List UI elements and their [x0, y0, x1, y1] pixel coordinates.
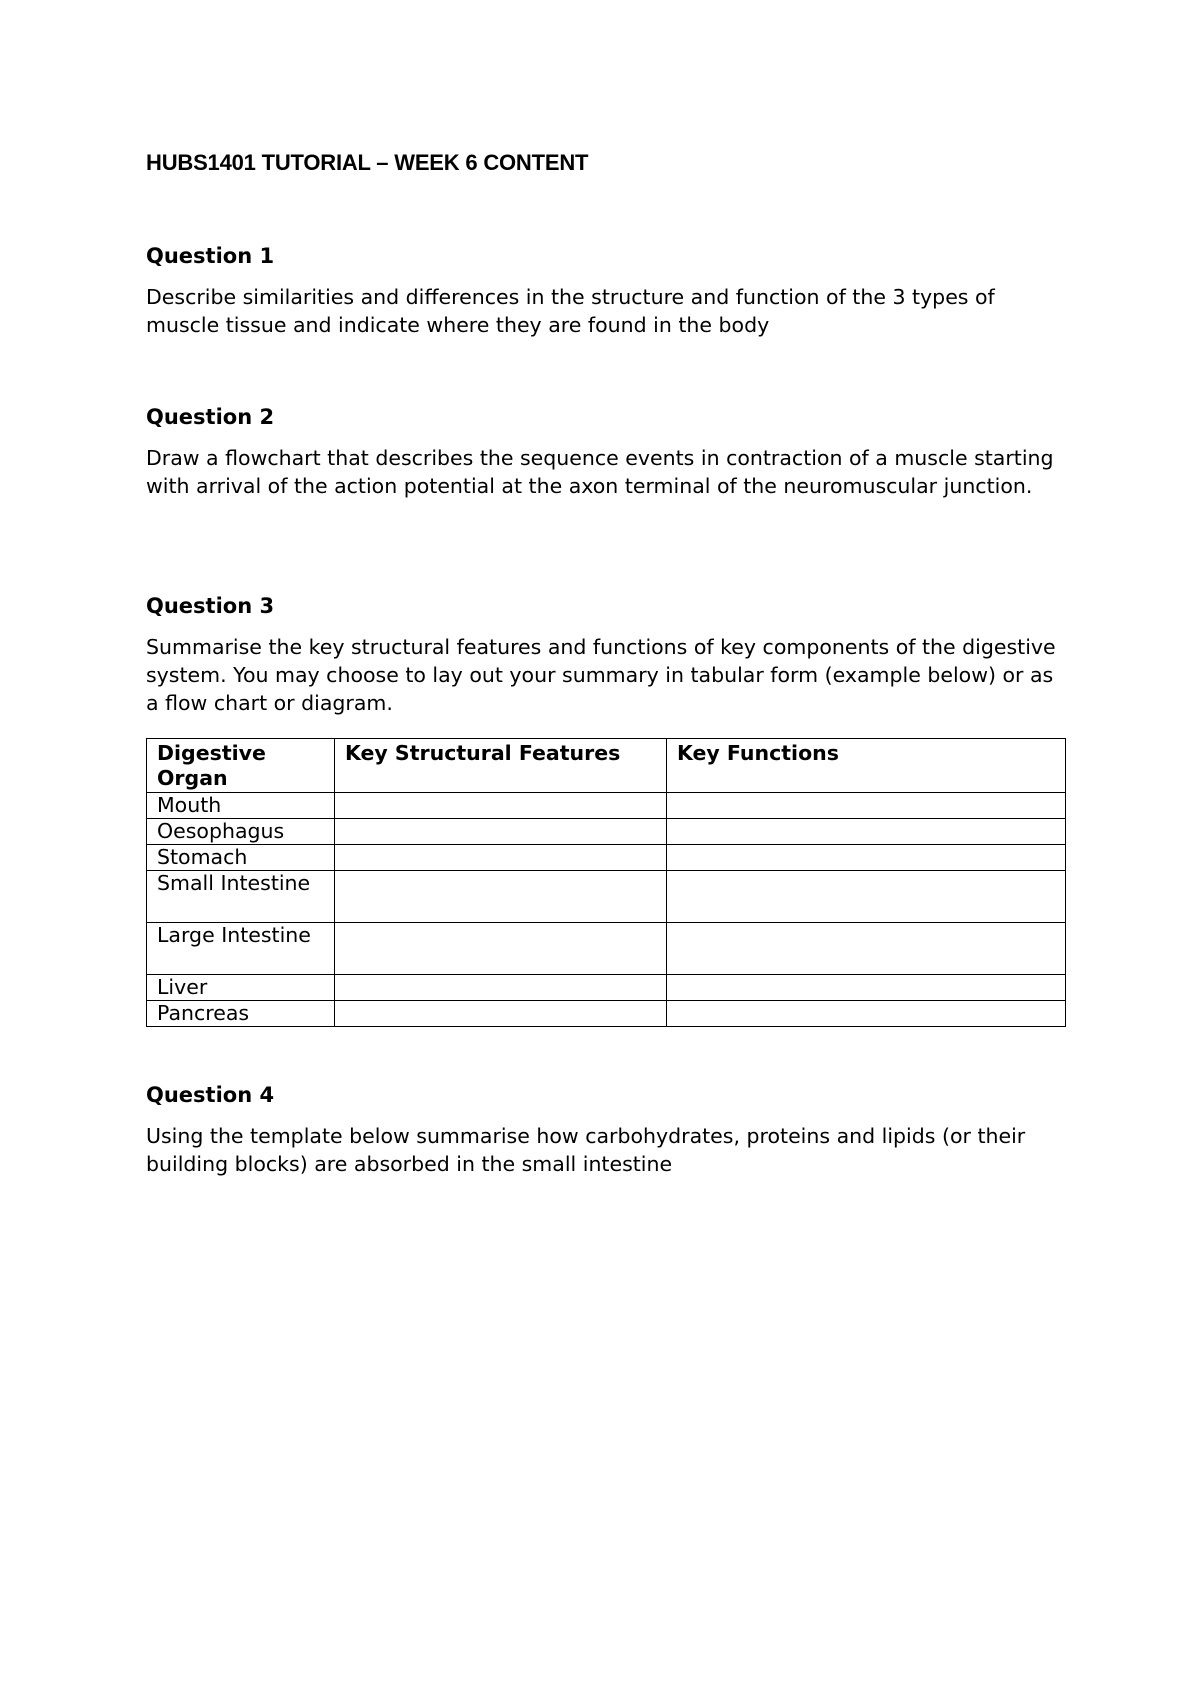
organ-cell: Liver	[147, 975, 335, 1001]
features-cell[interactable]	[335, 1001, 667, 1027]
digestive-organ-table	[146, 738, 1066, 1027]
functions-cell[interactable]	[667, 1001, 1066, 1027]
features-cell[interactable]	[335, 819, 667, 845]
functions-cell[interactable]	[667, 819, 1066, 845]
organ-cell: Stomach	[147, 845, 335, 871]
table-row	[147, 1001, 1066, 1027]
table-row	[147, 845, 1066, 871]
question-4	[146, 1081, 1066, 1178]
question-2	[146, 403, 1066, 500]
functions-cell[interactable]	[667, 793, 1066, 819]
header-key-structural-features: Key Structural Features	[335, 739, 667, 793]
organ-cell: Pancreas	[147, 1001, 335, 1027]
features-cell[interactable]	[335, 845, 667, 871]
table-row	[147, 923, 1066, 975]
header-key-functions: Key Functions	[667, 739, 1066, 793]
question-text: Summarise the key structural features and functions of key components of the digestive system. You may choose to lay out your summary in tabular form (example below) or as a flow chart or diagram.	[146, 635, 1056, 715]
question-text: Describe similarities and differences in the structure and function of the 3 types of muscle tissue and indicate where they are found in the body	[146, 285, 995, 337]
table-row	[147, 819, 1066, 845]
organ-cell: Small Intestine	[147, 871, 335, 923]
functions-cell[interactable]	[667, 975, 1066, 1001]
features-cell[interactable]	[335, 923, 667, 975]
header-digestive-organ: Digestive Organ	[147, 739, 335, 793]
organ-cell: Oesophagus	[147, 819, 335, 845]
table-row	[147, 871, 1066, 923]
functions-cell[interactable]	[667, 845, 1066, 871]
question-text: Draw a flowchart that describes the sequence events in contraction of a muscle starting with arrival of the action potential at the axon terminal of the neuromuscular junction.	[146, 446, 1054, 498]
features-cell[interactable]	[335, 871, 667, 923]
question-text: Using the template below summarise how carbohydrates, proteins and lipids (or their building blocks) are absorbed in the small intestine	[146, 1124, 1026, 1176]
question-1	[146, 242, 1066, 339]
table-row	[147, 975, 1066, 1001]
features-cell[interactable]	[335, 793, 667, 819]
organ-cell: Mouth	[147, 793, 335, 819]
question-heading: Question 2	[146, 405, 275, 429]
question-heading: Question 1	[146, 244, 275, 268]
functions-cell[interactable]	[667, 923, 1066, 975]
table-header-row	[147, 739, 1066, 793]
question-3	[146, 592, 1066, 717]
table-row	[147, 793, 1066, 819]
question-heading: Question 4	[146, 1083, 275, 1107]
features-cell[interactable]	[335, 975, 667, 1001]
document-title: HUBS1401 TUTORIAL – WEEK 6 CONTENT	[146, 150, 589, 175]
organ-cell: Large Intestine	[147, 923, 335, 975]
question-heading: Question 3	[146, 594, 275, 618]
functions-cell[interactable]	[667, 871, 1066, 923]
